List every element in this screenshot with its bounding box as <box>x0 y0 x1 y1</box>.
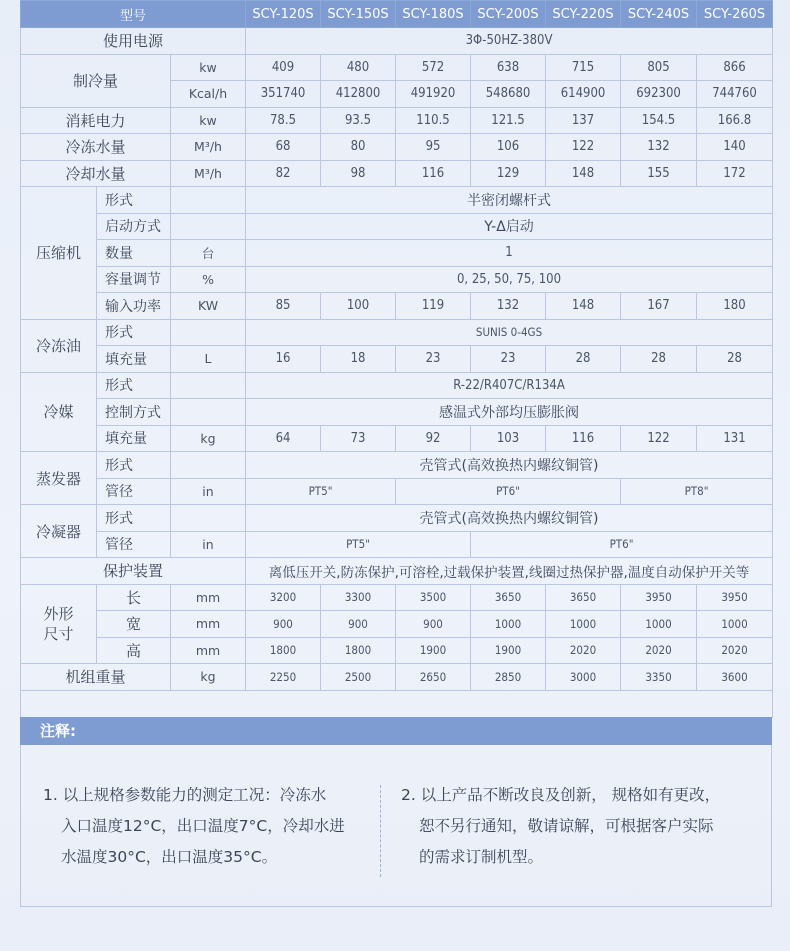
model-header: 型号 <box>21 1 246 28</box>
value-cell: 2020 <box>546 637 621 664</box>
value-cell: 28 <box>621 346 697 373</box>
unit-cell: kg <box>171 425 246 452</box>
group-label: 冷媒 <box>21 372 97 452</box>
chilled-water-row <box>21 134 773 161</box>
group-label <box>21 584 97 664</box>
row-label: 保护装置 <box>21 558 246 585</box>
spacer-row <box>21 690 773 717</box>
value-cell: 100 <box>321 293 396 320</box>
value-cell: PT5" <box>246 478 396 505</box>
value-cell: 110.5 <box>396 107 471 134</box>
row-label: 机组重量 <box>21 664 171 691</box>
power-consumption-row <box>21 107 773 134</box>
value-cell: 480 <box>321 54 396 81</box>
unit-cell: kg <box>171 664 246 691</box>
value-cell: 3000 <box>546 664 621 691</box>
unit-cell <box>171 187 246 214</box>
sub-label: 填充量 <box>97 425 171 452</box>
unit-cell: in <box>171 531 246 558</box>
value-cell: 900 <box>396 611 471 638</box>
value-cell: 离低压开关,防冻保护,可溶栓,过载保护装置,线圈过热保护器,温度自动保护开关等 <box>246 558 773 585</box>
value-cell: 866 <box>697 54 773 81</box>
value-cell: 82 <box>246 160 321 187</box>
model-name: SCY-260S <box>697 1 773 28</box>
unit-cell: M³/h <box>171 160 246 187</box>
sub-label: 启动方式 <box>97 213 171 240</box>
value-cell: 140 <box>697 134 773 161</box>
refrigerant-type-row <box>21 372 773 399</box>
group-label-line: 外形 <box>43 604 74 623</box>
value-cell: 73 <box>321 425 396 452</box>
value-cell: 3950 <box>621 584 697 611</box>
value-cell: 154.5 <box>621 107 697 134</box>
value-cell: 172 <box>697 160 773 187</box>
value-cell: 1000 <box>621 611 697 638</box>
value-cell: 180 <box>697 293 773 320</box>
sub-label: 形式 <box>97 319 171 346</box>
value-cell: 116 <box>546 425 621 452</box>
spec-table <box>20 0 773 718</box>
value-cell: 900 <box>321 611 396 638</box>
model-name: SCY-220S <box>546 1 621 28</box>
power-supply-row <box>21 28 773 55</box>
power-supply-value: 3Φ-50HZ-380V <box>246 28 773 55</box>
value-cell: 1900 <box>396 637 471 664</box>
unit-cell <box>171 399 246 426</box>
value-cell: 166.8 <box>697 107 773 134</box>
group-label: 冷凝器 <box>21 505 97 558</box>
value-cell: PT6" <box>471 531 773 558</box>
value-cell: 2020 <box>697 637 773 664</box>
row-label: 冷却水量 <box>21 160 171 187</box>
unit-cell: Kcal/h <box>171 81 246 108</box>
value-cell: 23 <box>471 346 546 373</box>
protection-row <box>21 558 773 585</box>
value-cell: 409 <box>246 54 321 81</box>
sub-label: 形式 <box>97 187 171 214</box>
unit-cell: M³/h <box>171 134 246 161</box>
note-line: 2. 以上产品不断改良及创新， 规格如有更改， <box>401 786 721 804</box>
unit-cell: kw <box>171 54 246 81</box>
value-cell: 3650 <box>471 584 546 611</box>
group-label-line: 尺寸 <box>43 624 74 643</box>
note-line: 入口温度12°C，出口温度7°C，冷却水进 <box>61 817 345 835</box>
notes-body <box>20 745 772 907</box>
value-cell: 155 <box>621 160 697 187</box>
sub-label: 长 <box>97 584 171 611</box>
value-cell: 1000 <box>697 611 773 638</box>
value-cell: 28 <box>546 346 621 373</box>
value-cell: PT5" <box>246 531 471 558</box>
value-cell: 692300 <box>621 81 697 108</box>
value-cell: 16 <box>246 346 321 373</box>
value-cell: 412800 <box>321 81 396 108</box>
value-cell: 1900 <box>471 637 546 664</box>
model-name: SCY-240S <box>621 1 697 28</box>
value-cell: PT8" <box>621 478 773 505</box>
unit-cell: L <box>171 346 246 373</box>
compressor-input-row <box>21 293 773 320</box>
value-cell: 3300 <box>321 584 396 611</box>
value-cell: 2020 <box>621 637 697 664</box>
unit-cell <box>171 213 246 240</box>
spacer-cell <box>21 690 773 717</box>
unit-cell: in <box>171 478 246 505</box>
group-label: 冷冻油 <box>21 319 97 372</box>
value-cell: 2850 <box>471 664 546 691</box>
group-label: 蒸发器 <box>21 452 97 505</box>
value-cell: 2250 <box>246 664 321 691</box>
model-name: SCY-150S <box>321 1 396 28</box>
row-label: 使用电源 <box>21 28 246 55</box>
row-label: 冷冻水量 <box>21 134 171 161</box>
model-name: SCY-120S <box>246 1 321 28</box>
value-cell: 3500 <box>396 584 471 611</box>
sub-label: 形式 <box>97 452 171 479</box>
value-cell: 129 <box>471 160 546 187</box>
unit-cell <box>171 372 246 399</box>
header-row <box>21 1 773 28</box>
oil-fill-row <box>21 346 773 373</box>
value-cell: 572 <box>396 54 471 81</box>
unit-cell: mm <box>171 611 246 638</box>
model-name: SCY-200S <box>471 1 546 28</box>
value-cell: 0, 25, 50, 75, 100 <box>246 266 773 293</box>
note-line: 的需求订制机型。 <box>419 848 544 866</box>
value-cell: 900 <box>246 611 321 638</box>
value-cell: 548680 <box>471 81 546 108</box>
group-label: 压缩机 <box>21 187 97 320</box>
value-cell: 2650 <box>396 664 471 691</box>
sub-label: 管径 <box>97 531 171 558</box>
value-cell: 121.5 <box>471 107 546 134</box>
value-cell: 119 <box>396 293 471 320</box>
value-cell: 614900 <box>546 81 621 108</box>
value-cell: 167 <box>621 293 697 320</box>
value-cell: 1000 <box>471 611 546 638</box>
value-cell: R-22/R407C/R134A <box>246 372 773 399</box>
compressor-type-row <box>21 187 773 214</box>
note-line: 恕不另行通知，敬请谅解，可根据客户实际 <box>419 817 714 835</box>
dimension-height-row <box>21 637 773 664</box>
sub-label: 输入功率 <box>97 293 171 320</box>
sub-label: 填充量 <box>97 346 171 373</box>
value-cell: 感温式外部均压膨胀阀 <box>246 399 773 426</box>
note-1 <box>43 780 345 873</box>
value-cell: 1800 <box>246 637 321 664</box>
value-cell: 106 <box>471 134 546 161</box>
value-cell: 491920 <box>396 81 471 108</box>
value-cell: 80 <box>321 134 396 161</box>
sub-label: 数量 <box>97 240 171 267</box>
condenser-type-row <box>21 505 773 532</box>
value-cell: SUNIS 0-4GS <box>246 319 773 346</box>
value-cell: 18 <box>321 346 396 373</box>
value-cell: 3950 <box>697 584 773 611</box>
sub-label: 形式 <box>97 505 171 532</box>
unit-cell: kw <box>171 107 246 134</box>
value-cell: 95 <box>396 134 471 161</box>
unit-cell: mm <box>171 584 246 611</box>
value-cell: 2500 <box>321 664 396 691</box>
value-cell: Y-Δ启动 <box>246 213 773 240</box>
sub-label: 管径 <box>97 478 171 505</box>
value-cell: 3650 <box>546 584 621 611</box>
oil-type-row <box>21 319 773 346</box>
note-line: 1. 以上规格参数能力的测定工况：冷冻水 <box>43 786 327 804</box>
sub-label: 容量调节 <box>97 266 171 293</box>
weight-row <box>21 664 773 691</box>
compressor-qty-row <box>21 240 773 267</box>
unit-cell <box>171 452 246 479</box>
value-cell: 122 <box>546 134 621 161</box>
value-cell: 64 <box>246 425 321 452</box>
value-cell: 68 <box>246 134 321 161</box>
value-cell: 715 <box>546 54 621 81</box>
value-cell: 28 <box>697 346 773 373</box>
note-2 <box>401 780 720 873</box>
value-cell: 103 <box>471 425 546 452</box>
value-cell: 148 <box>546 160 621 187</box>
sub-label: 控制方式 <box>97 399 171 426</box>
value-cell: 78.5 <box>246 107 321 134</box>
refrigerant-control-row <box>21 399 773 426</box>
value-cell: 3600 <box>697 664 773 691</box>
row-label: 消耗电力 <box>21 107 171 134</box>
value-cell: 122 <box>621 425 697 452</box>
value-cell: 1000 <box>546 611 621 638</box>
value-cell: 132 <box>621 134 697 161</box>
value-cell: PT6" <box>396 478 621 505</box>
value-cell: 23 <box>396 346 471 373</box>
value-cell: 132 <box>471 293 546 320</box>
dimension-length-row <box>21 584 773 611</box>
value-cell: 3200 <box>246 584 321 611</box>
sub-label: 形式 <box>97 372 171 399</box>
note-line: 水温度30°C，出口温度35°C。 <box>61 848 278 866</box>
value-cell: 137 <box>546 107 621 134</box>
value-cell: 638 <box>471 54 546 81</box>
value-cell: 1 <box>246 240 773 267</box>
value-cell: 148 <box>546 293 621 320</box>
cooling-kw-row <box>21 54 773 81</box>
refrigerant-fill-row <box>21 425 773 452</box>
value-cell: 116 <box>396 160 471 187</box>
cooling-water-row <box>21 160 773 187</box>
value-cell: 805 <box>621 54 697 81</box>
value-cell: 92 <box>396 425 471 452</box>
unit-cell: 台 <box>171 240 246 267</box>
condenser-pipe-row <box>21 531 773 558</box>
row-label: 制冷量 <box>21 54 171 107</box>
sub-label: 宽 <box>97 611 171 638</box>
value-cell: 93.5 <box>321 107 396 134</box>
compressor-start-row <box>21 213 773 240</box>
value-cell: 85 <box>246 293 321 320</box>
value-cell: 744760 <box>697 81 773 108</box>
unit-cell <box>171 505 246 532</box>
sub-label: 高 <box>97 637 171 664</box>
value-cell: 131 <box>697 425 773 452</box>
value-cell: 壳管式(高效换热内螺纹铜管) <box>246 452 773 479</box>
unit-cell: mm <box>171 637 246 664</box>
evaporator-pipe-row <box>21 478 773 505</box>
unit-cell <box>171 319 246 346</box>
evaporator-type-row <box>21 452 773 479</box>
unit-cell: KW <box>171 293 246 320</box>
compressor-capacity-row <box>21 266 773 293</box>
value-cell: 351740 <box>246 81 321 108</box>
notes-title: 注释: <box>20 717 772 745</box>
dimension-width-row <box>21 611 773 638</box>
value-cell: 1800 <box>321 637 396 664</box>
value-cell: 半密闭螺杆式 <box>246 187 773 214</box>
value-cell: 3350 <box>621 664 697 691</box>
value-cell: 壳管式(高效换热内螺纹铜管) <box>246 505 773 532</box>
unit-cell: % <box>171 266 246 293</box>
value-cell: 98 <box>321 160 396 187</box>
model-name: SCY-180S <box>396 1 471 28</box>
notes-divider <box>380 785 381 877</box>
